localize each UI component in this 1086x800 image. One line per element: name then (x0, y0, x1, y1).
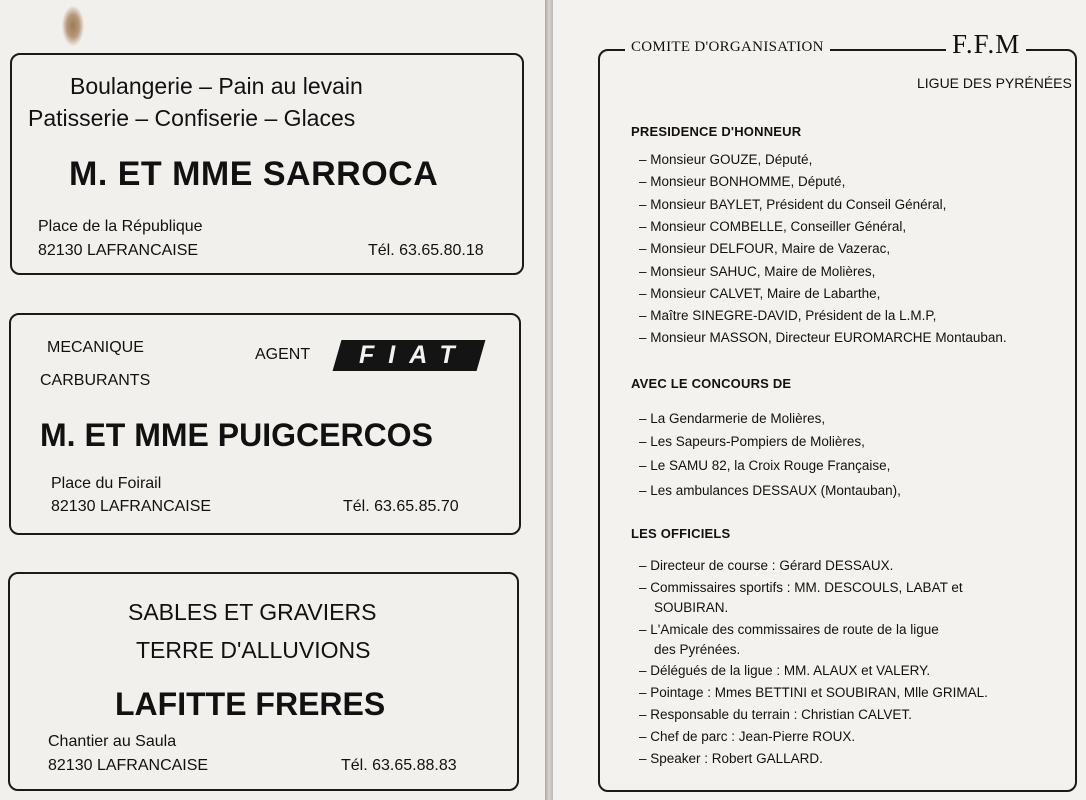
list-item: – Monsieur BAYLET, Président du Conseil Général, (639, 197, 947, 212)
ad-puigcercos (9, 313, 521, 535)
ad-line: Boulangerie – Pain au levain (70, 73, 363, 99)
ad-line: CARBURANTS (40, 372, 151, 389)
ad-postcode-city: 82130 LAFRANCAISE (38, 242, 199, 259)
ad-address: Place du Foirail (51, 475, 162, 492)
ad-line: MECANIQUE (47, 339, 144, 356)
ad-lafitte (8, 572, 519, 791)
ad-line: TERRE D'ALLUVIONS (136, 637, 371, 663)
book-gutter (545, 0, 553, 800)
ad-business-name: M. ET MME SARROCA (69, 155, 439, 193)
list-item: – Monsieur BONHOMME, Député, (639, 174, 846, 189)
list-item: – Speaker : Robert GALLARD. (639, 751, 823, 766)
ad-line: SABLES ET GRAVIERS (128, 599, 377, 625)
ffm-title: F.F.M (946, 29, 1026, 60)
section-heading: AVEC LE CONCOURS DE (631, 376, 792, 391)
ad-phone: Tél. 63.65.85.70 (343, 498, 459, 515)
list-item: – Délégués de la ligue : MM. ALAUX et VALERY. (639, 663, 931, 678)
list-item: – Monsieur SAHUC, Maire de Molières, (639, 264, 876, 279)
ad-postcode-city: 82130 LAFRANCAISE (48, 757, 209, 774)
ad-phone: Tél. 63.65.88.83 (341, 757, 457, 774)
list-item: – Les ambulances DESSAUX (Montauban), (639, 483, 901, 498)
list-item: – Monsieur MASSON, Directeur EUROMARCHE Montauban. (639, 330, 1007, 345)
fiat-logo (333, 340, 486, 371)
list-item: – Directeur de course : Gérard DESSAUX. (639, 558, 894, 573)
fiat-logo-text: FIAT (359, 341, 469, 369)
list-item: – La Gendarmerie de Molières, (639, 411, 826, 426)
list-item: – Chef de parc : Jean-Pierre ROUX. (639, 729, 856, 744)
ad-sarroca (10, 53, 524, 275)
ad-business-name: M. ET MME PUIGCERCOS (40, 417, 433, 453)
committee-title: COMITE D'ORGANISATION (625, 39, 830, 56)
list-item: – L'Amicale des commissaires de route de la ligue (639, 622, 939, 637)
list-item: – Monsieur DELFOUR, Maire de Vazerac, (639, 241, 891, 256)
list-item: – Monsieur GOUZE, Député, (639, 152, 813, 167)
section-heading: PRESIDENCE D'HONNEUR (631, 124, 802, 139)
list-item: – Responsable du terrain : Christian CALVET. (639, 707, 912, 722)
paper-stain (62, 6, 84, 46)
ad-address: Chantier au Saula (48, 733, 177, 750)
right-page (553, 0, 1086, 800)
ad-line: Patisserie – Confiserie – Glaces (28, 105, 356, 131)
list-item: – Maître SINEGRE-DAVID, Président de la L.M.P, (639, 308, 937, 323)
list-item: – Monsieur COMBELLE, Conseiller Général, (639, 219, 907, 234)
section-heading: LES OFFICIELS (631, 526, 731, 541)
list-item-continuation: SOUBIRAN. (654, 600, 729, 615)
list-item-continuation: des Pyrénées. (654, 642, 741, 657)
list-item: – Le SAMU 82, la Croix Rouge Française, (639, 458, 891, 473)
ad-agent-label: AGENT (255, 346, 311, 363)
list-item: – Les Sapeurs-Pompiers de Molières, (639, 434, 865, 449)
list-item: – Monsieur CALVET, Maire de Labarthe, (639, 286, 881, 301)
ad-phone: Tél. 63.65.80.18 (368, 242, 484, 259)
ad-postcode-city: 82130 LAFRANCAISE (51, 498, 212, 515)
list-item: – Pointage : Mmes BETTINI et SOUBIRAN, Mlle GRIMAL. (639, 685, 988, 700)
list-item: – Commissaires sportifs : MM. DESCOULS, LABAT et (639, 580, 963, 595)
ad-business-name: LAFITTE FRERES (115, 686, 386, 722)
ad-address: Place de la République (38, 218, 203, 235)
ligue-name: LIGUE DES PYRÉNÉES (917, 75, 1072, 91)
